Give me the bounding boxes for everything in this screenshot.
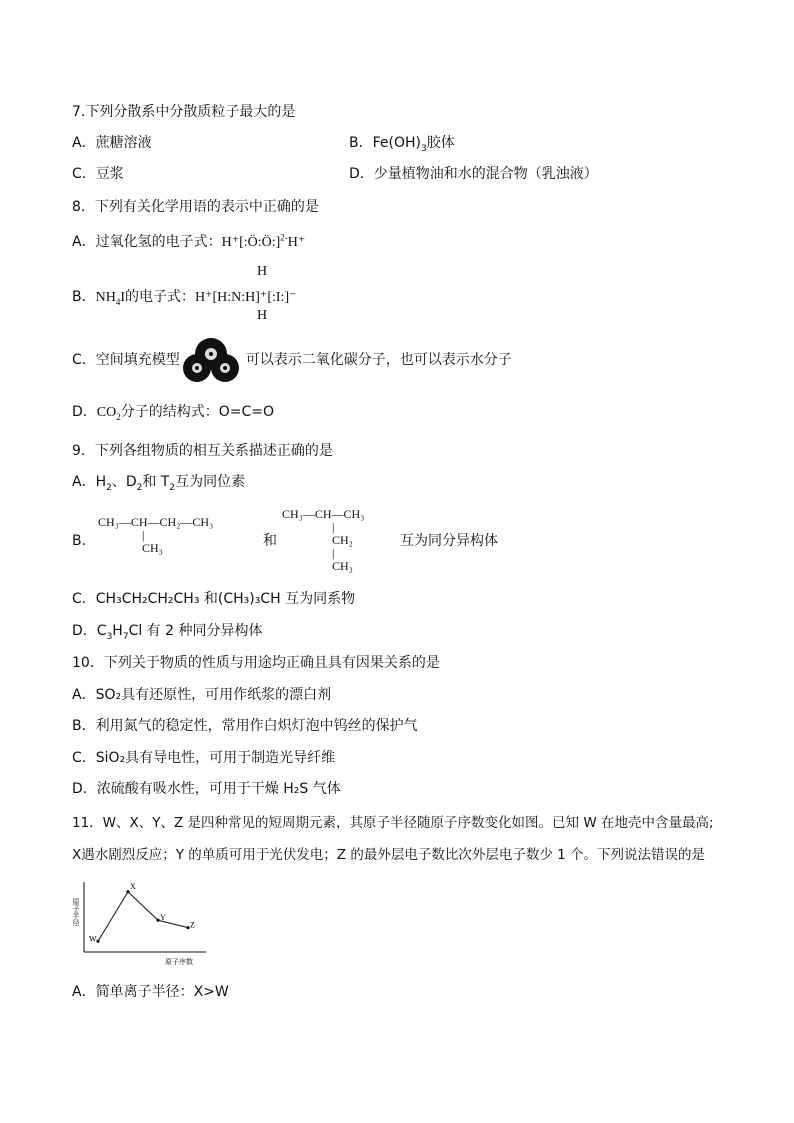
point-label-w: W: [89, 934, 97, 944]
molecule-2-methylbutane: CH₃—CH—CH₂—CH₃ | CH₃: [98, 515, 214, 555]
q11-option-a: A．简单离子半径：X>W: [72, 984, 229, 1000]
q8-option-c: C．空间填充模型 可以表示二氧化碳分子，也可以表示水分子: [72, 352, 512, 368]
q9-option-a: A．$H_2$、$D_2$和 $T_2$互为同位素: [72, 474, 246, 493]
q9-option-b-text: 互为同分异构体: [400, 533, 498, 549]
q10-option-c: C．SiO₂具有导电性，可用于制造光导纤维: [72, 750, 336, 766]
space-filling-model-image: [180, 332, 242, 386]
h2o2-electron-formula: H⁺[:Ö:Ö:]$^{2-}$H⁺: [221, 232, 306, 250]
q10-option-b: B．利用氮气的稳定性，常用作白炽灯泡中钨丝的保护气: [72, 718, 418, 734]
q9-option-b-label: B．: [72, 533, 96, 549]
point-label-x: X: [130, 881, 136, 891]
graph-x-label: 原子序数: [165, 958, 193, 966]
point-label-z: Z: [190, 920, 195, 930]
q9-option-c: C．CH₃CH₂CH₂CH₃ 和(CH₃)₃CH 互为同系物: [72, 591, 356, 607]
q10-option-a: A．SO₂具有还原性，可用作纸浆的漂白剂: [72, 687, 332, 703]
molecule-2-methylbutane-alt: CH₃—CH—CH₃ | CH₂ | CH₃: [282, 507, 365, 573]
q10-stem: 10．下列关于物质的性质与用途均正确且具有因果关系的是: [72, 655, 440, 671]
nh4i-electron-formula: H⁺[H:N:H]⁺[:I:]⁻: [195, 290, 297, 305]
q7-option-b: B．$Fe(OH)_3$胶体: [349, 135, 455, 154]
q7-option-d: D．少量植物油和水的混合物（乳浊液）: [349, 166, 598, 182]
nh4i-bottom-h: H: [257, 308, 268, 323]
q7-stem: 7.下列分散系中分散质粒子最大的是: [72, 104, 296, 120]
q9-and: 和: [263, 533, 277, 549]
q11-stem-line1: 11．W、X、Y、Z 是四种常见的短周期元素，其原子半径随原子序数变化如图。已知 W 在地壳中含量最高;: [72, 815, 714, 831]
radius-trend-line: [98, 892, 188, 942]
q7-option-a: A．蔗糖溶液: [72, 135, 152, 151]
q8-option-a: A．过氧化氢的电子式：H⁺[:Ö:Ö:]$^{2-}$H⁺: [72, 232, 306, 250]
point-label-y: Y: [160, 913, 166, 923]
graph-y-label: 原子半径: [72, 898, 80, 926]
q10-option-d: D．浓硫酸有吸水性，可用于干燥 H₂S 气体: [72, 781, 341, 797]
q9-stem: 9．下列各组物质的相互关系描述正确的是: [72, 443, 333, 459]
q7-option-c: C．豆浆: [72, 166, 124, 182]
q8-option-b: B．$NH_4I$的电子式：H⁺[H:N:H]⁺[:I:]⁻: [72, 289, 297, 307]
nh4i-top-h: H: [257, 264, 268, 279]
q11-stem-line2: X遇水剧烈反应；Y 的单质可用于光伏发电；Z 的最外层电子数比次外层电子数少 1 个。下列说法错误的是: [72, 847, 705, 863]
atomic-radius-graph: [70, 878, 210, 970]
point-w: [96, 940, 99, 943]
q8-stem: 8．下列有关化学用语的表示中正确的是: [72, 199, 319, 215]
q8-option-d: D．$CO_2$分子的结构式：O=C=O: [72, 404, 275, 422]
q9-option-d: D．$C_3H_7Cl$ 有 2 种同分异构体: [72, 623, 263, 642]
